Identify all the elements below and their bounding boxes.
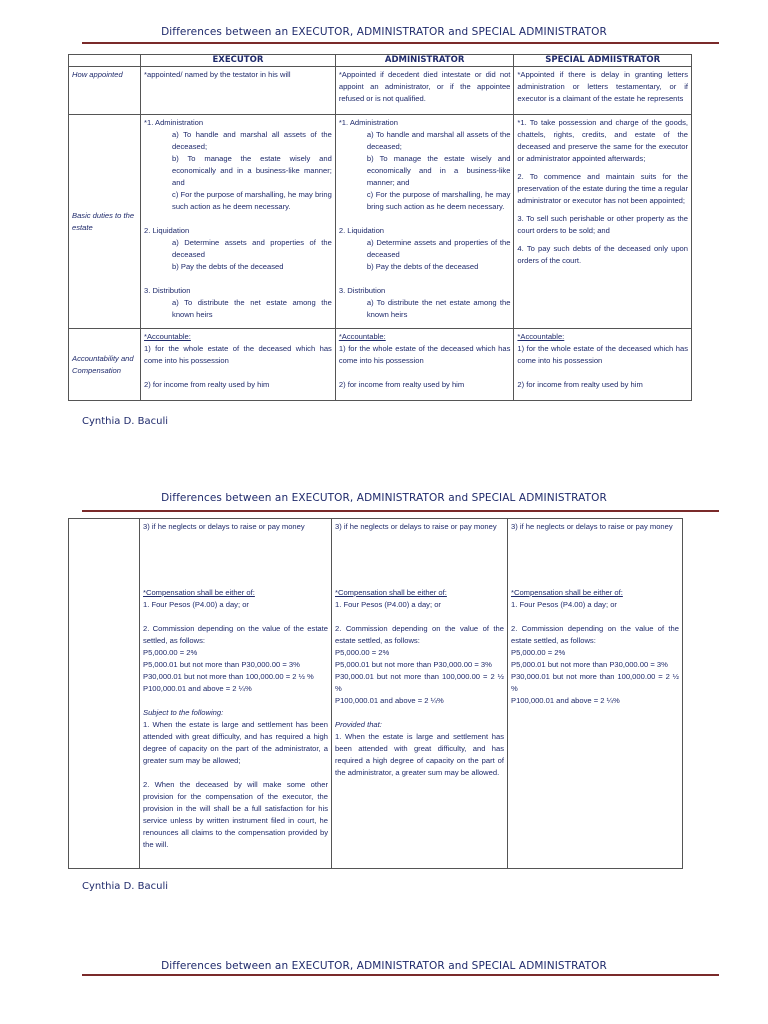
acc-1: 1) for the whole estate of the deceased which has come into his possession [338,344,511,365]
duty-dist-a: a) To distribute the net estate among the known heirs [172,298,332,319]
admin-cond-1: 1. When the estate is large and settlement has been attended with great difficulty, and has required a high degree of capacity on the part of the administrator, a greater sum may be allowed. [335,732,504,777]
executor-duties [141,115,336,329]
page-header-title: Differences between an EXECUTOR, ADMINISTRATOR and SPECIAL ADMINISTRATOR [161,960,607,972]
administrator-accountability [335,329,514,401]
duty-admin-b: b) To manage the estate wisely and economically and in a business-like manner; and [172,154,332,187]
acc-head: *Accountable: [517,332,565,341]
duty-dist-head: 3. Distribution [144,286,191,295]
acc-head: *Accountable: [144,332,191,341]
page-header-title: Differences between an EXECUTOR, ADMINISTRATOR and SPECIAL ADMINISTRATOR [161,492,607,504]
special-duty-4: 4. To pay such debts of the deceased only upon orders of the court. [517,244,688,265]
executor-appointed: *appointed/ named by the testator in his will [141,67,336,115]
header-rule [82,974,719,976]
duty-admin-a: a) To handle and marshal all assets of the deceased; [366,130,511,151]
duty-liq-b: b) Pay the debts of the deceased [172,262,284,271]
comparison-table-continued [68,518,683,869]
special-duty-1: *1. To take possession and charge of the goods, chattels, rights, credits, and estate of the deceased and preserve the same for the executor or administrator appointed afterwards; [517,118,688,163]
table-row [69,115,692,329]
comp-rate-1: P5,000.00 = 2% [511,648,566,657]
administrator-compensation [332,519,508,869]
page-1 [0,0,768,440]
acc-2: 2) for income from realty used by him [144,380,270,389]
exec-cond-2: 2. When the deceased by will make some other provision for the compensation of the executor, the provision in the will shall be a full satisfaction for his service unless by written instrument filed in court, he renounces all claims to the compensation provided by the will. [143,780,328,849]
executor-compensation [140,519,332,869]
comp-rate-3: P30,000.01 but not more than 100,000.00 = 2 ½ % [335,672,504,693]
duty-liq-a: a) Determine assets and properties of the deceased [366,238,511,259]
special-duty-3: 3. To sell such perishable or other property as the court orders to be sold; and [517,214,688,235]
comp-head: *Compensation shall be either of: [335,588,447,597]
acc-1: 1) for the whole estate of the deceased which has come into his possession [517,344,688,365]
acc-3: 3) if he neglects or delays to raise or pay money [511,522,673,531]
comp-1: 1. Four Pesos (P4.00) a day; or [335,600,441,609]
exec-cond-1: 1. When the estate is large and settlement has been attended with great difficulty, and has required a high degree of capacity on the part of the administrator, a greater sum may be allowed; [143,720,328,765]
acc-3: 3) if he neglects or delays to raise or pay money [143,522,305,531]
comp-2: 2. Commission depending on the value of the estate settled, as follows: [143,624,328,645]
page-header-title: Differences between an EXECUTOR, ADMINISTRATOR and SPECIAL ADMINISTRATOR [161,26,607,38]
header-special-administrator: SPECIAL ADMIISTRATOR [514,55,692,67]
duty-liq-head: 2. Liquidation [338,226,385,235]
comp-2: 2. Commission depending on the value of the estate settled, as follows: [335,624,504,645]
header-rule [82,42,719,44]
page-2 [0,480,768,920]
duty-admin-head: *1. Administration [144,118,204,127]
page-3 [0,950,768,1024]
duty-admin-b: b) To manage the estate wisely and economically and in a business-like manner; and [366,154,511,187]
acc-2: 2) for income from realty used by him [338,380,465,389]
administrator-appointed: *Appointed if decedent died intestate or did not appoint an administrator, or if the appointee refused or is not qualified. [335,67,514,115]
comp-head: *Compensation shall be either of: [511,588,623,597]
row-label-accountability: Accountability and Compensation [69,329,141,401]
acc-head: *Accountable: [338,332,386,341]
comp-rate-2: P5,000.01 but not more than P30,000.00 = 3% [511,660,668,669]
comp-2: 2. Commission depending on the value of the estate settled, as follows: [511,624,679,645]
comp-rate-3: P30,000.01 but not more than 100,000.00 = 2 ½ % [511,672,679,693]
duty-dist-head: 3. Distribution [338,286,386,295]
table-row [69,519,683,869]
row-label-duties: Basic duties to the estate [69,115,141,329]
table-row [69,67,692,115]
comparison-table [68,54,692,401]
duty-admin-head: *1. Administration [338,118,398,127]
comp-rate-1: P5,000.00 = 2% [335,648,390,657]
comp-rate-3: P30,000.01 but not more than 100,000.00 = 2 ½ % [143,672,314,681]
header-administrator: ADMINISTRATOR [335,55,514,67]
table-row [69,329,692,401]
header-blank [69,55,141,67]
comp-rate-2: P5,000.01 but not more than P30,000.00 = 3% [143,660,300,669]
page-footer-name: Cynthia D. Baculi [82,416,169,427]
page-footer-name: Cynthia D. Baculi [82,881,169,892]
acc-1: 1) for the whole estate of the deceased which has come into his possession [144,344,332,365]
special-accountability [514,329,692,401]
admin-cond-head: Provided that: [335,720,382,729]
comp-rate-1: P5,000.00 = 2% [143,648,198,657]
header-executor: EXECUTOR [141,55,336,67]
acc-3: 3) if he neglects or delays to raise or pay money [335,522,497,531]
duty-admin-c: c) For the purpose of marshalling, he may bring such action as he deem necessary. [366,190,511,211]
header-rule [82,510,719,512]
duty-admin-a: a) To handle and marshal all assets of the deceased; [172,130,332,151]
executor-accountability [141,329,336,401]
duty-liq-head: 2. Liquidation [144,226,190,235]
row-label-appointed: How appointed [69,67,141,115]
row-label-blank [69,519,140,869]
comp-rate-4: P100,000.01 and above = 2 ¼% [511,696,620,705]
comp-1: 1. Four Pesos (P4.00) a day; or [143,600,249,609]
comp-rate-2: P5,000.01 but not more than P30,000.00 = 3% [335,660,492,669]
comp-head: *Compensation shall be either of: [143,588,255,597]
comp-rate-4: P100,000.01 and above = 2 ¼% [143,684,252,693]
special-duties [514,115,692,329]
special-appointed: *Appointed if there is delay in granting letters administration or letters testamentary, or if executor is a claimant of the estate he represents [514,67,692,115]
duty-dist-a: a) To distribute the net estate among the known heirs [366,298,511,319]
special-compensation [508,519,683,869]
duty-liq-b: b) Pay the debts of the deceased [366,262,479,271]
duty-admin-c: c) For the purpose of marshalling, he may bring such action as he deem necessary. [172,190,332,211]
administrator-duties [335,115,514,329]
exec-cond-head: Subject to the following: [143,708,224,717]
table-header-row [69,55,692,67]
comp-1: 1. Four Pesos (P4.00) a day; or [511,600,617,609]
comp-rate-4: P100,000.01 and above = 2 ¼% [335,696,444,705]
acc-2: 2) for income from realty used by him [517,380,643,389]
duty-liq-a: a) Determine assets and properties of the deceased [172,238,332,259]
special-duty-2: 2. To commence and maintain suits for the preservation of the estate during the time a regular administrator or executor has not been appointed; [517,172,688,205]
